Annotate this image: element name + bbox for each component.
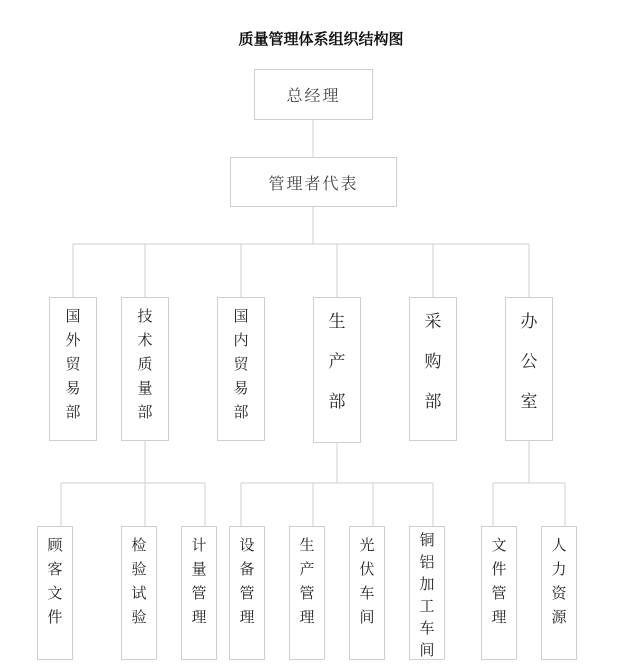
node-label: 采购部 [424,312,442,412]
node-label: 铜铝加工车间 [419,531,435,659]
node-label: 计量管理 [191,536,207,626]
node-customer-docs [37,526,73,660]
node-label: 检验试验 [131,536,147,626]
node-equipment-mgmt [229,526,265,660]
node-label: 国外贸易部 [65,307,81,421]
node-label: 生产部 [328,312,346,412]
node-copper-al-workshop [409,526,445,660]
node-label: 文件管理 [491,536,507,626]
node-foreign-trade-dept [49,297,97,441]
node-metrology-mgmt [181,526,217,660]
chart-title: 质量管理体系组织结构图 [238,30,404,48]
node-general-manager [254,69,373,120]
node-office-dept [505,297,553,441]
node-human-resources [541,526,577,660]
node-inspection-testing [121,526,157,660]
node-label: 生产管理 [299,536,315,626]
node-label: 技术质量部 [137,307,153,421]
node-label: 光伏车间 [359,536,375,626]
node-label: 总经理 [286,86,341,105]
node-production-mgmt [289,526,325,660]
node-label: 顾客文件 [47,536,63,626]
node-pv-workshop [349,526,385,660]
node-management-rep [230,157,397,207]
node-document-mgmt [481,526,517,660]
node-label: 办公室 [520,312,538,412]
node-purchasing-dept [409,297,457,441]
node-tech-quality-dept [121,297,169,441]
node-domestic-trade-dept [217,297,265,441]
node-label: 管理者代表 [268,173,359,193]
node-label: 设备管理 [239,536,255,626]
node-production-dept [313,297,361,443]
node-label: 国内贸易部 [233,307,249,421]
node-label: 人力资源 [551,536,567,626]
